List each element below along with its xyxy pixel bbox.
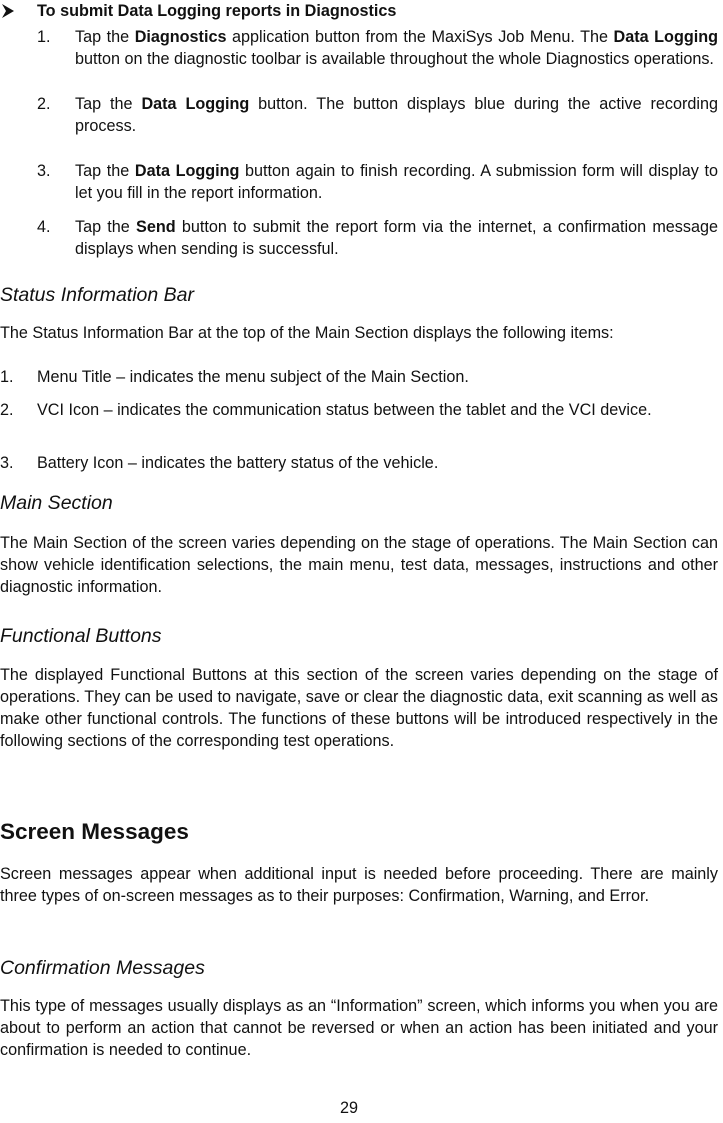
step-number: 3. [37,162,51,180]
procedure-heading-text: To submit Data Logging reports in Diagnostics [37,2,397,20]
step-text [75,160,718,204]
functional-buttons-body: The displayed Functional Buttons at this section of the screen varies depending on the stage of operations. They can be used to navigate, save or clear the diagnostic data, exit scanning as well as make other functional controls. The functions of these buttons will be introduced respectively in the following sections of the corresponding test operations. [0,666,718,750]
step-text-run: button. The button displays blue during the active recording process. [75,95,718,135]
item-number: 2. [0,401,14,419]
step-text-run: application button from the MaxiSys Job Menu. The [226,28,614,46]
step-bold-term: Diagnostics [134,28,227,46]
main-section-heading: Main Section [0,492,113,514]
item-number: 3. [0,454,14,472]
step-text-run: Tap the [75,218,137,236]
item-text: VCI Icon – indicates the communication status between the tablet and the VCI device. [37,401,652,419]
status-bar-intro: The Status Information Bar at the top of the Main Section displays the following items: [0,324,614,342]
status-bar-heading: Status Information Bar [0,284,195,306]
step-text [75,26,718,70]
step-number: 2. [37,95,51,113]
item-text: Battery Icon – indicates the battery status of the vehicle. [37,454,439,472]
step-text [75,93,718,137]
step-number: 4. [37,218,51,236]
step-text-run: Tap the [75,162,135,180]
page-number: 29 [339,1099,358,1117]
item-number: 1. [0,368,14,386]
step-bold-term: Data Logging [134,162,240,180]
arrow-bullet-icon [0,3,16,19]
screen-messages-body: Screen messages appear when additional input is needed before proceeding. There are mainly three types of on-screen messages as to their purposes: Confirmation, Warning, and Error. [0,865,718,905]
step-bold-term: Data Logging [613,28,718,46]
step-bold-term: Data Logging [141,95,250,113]
step-number: 1. [37,28,51,46]
step-text-run: Tap the [75,28,135,46]
step-text-run: button again to finish recording. A submission form will display to let you fill in the report information. [75,162,718,202]
confirmation-messages-heading: Confirmation Messages [0,957,205,979]
main-section-body: The Main Section of the screen varies depending on the stage of operations. The Main Section can show vehicle identification selections, the main menu, test data, messages, instructions and other diagnostic information. [0,534,718,596]
step-text-run: Tap the [75,95,142,113]
step-text [75,216,718,260]
screen-messages-heading: Screen Messages [0,819,189,844]
step-bold-term: Send [136,218,176,236]
step-text-run: button to submit the report form via the internet, a confirmation message displays when sending is successful. [75,218,718,258]
confirmation-messages-body: This type of messages usually displays as an “Information” screen, which informs you when you are about to perform an action that cannot be reversed or when an action has been initiated and your confirmation is needed to continue. [0,997,718,1059]
functional-buttons-heading: Functional Buttons [0,625,162,647]
item-text: Menu Title – indicates the menu subject of the Main Section. [37,368,469,386]
step-text-run: button on the diagnostic toolbar is available throughout the whole Diagnostics operations. [75,50,714,68]
